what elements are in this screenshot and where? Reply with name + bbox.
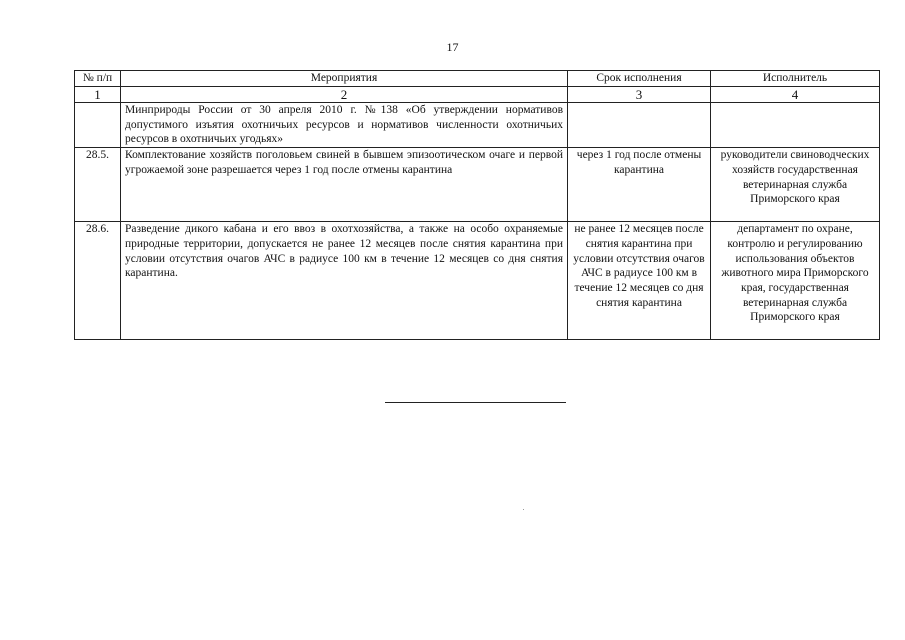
row-term [568,103,711,148]
row-event: Минприроды России от 30 апреля 2010 г. №138 «Об утверждении нормативов допустимого изъятия охотничьих ресурсов и нормативов численности охотничьих ресурсов в охотничьих угодьях» [121,103,568,148]
page-number: 17 [446,40,459,54]
measures-table [74,70,880,340]
end-separator-line [385,402,566,403]
row-event: Разведение дикого кабана и его ввоз в охотхозяйства, а также на особо охраняемые природные территории, допускается не ранее 12 месяцев после снятия карантина при условии отсутствия очагов АЧС в радиусе 100 км в течение 12 месяцев со дня снятия карантина. [121,222,568,340]
table-row [75,148,880,222]
header-num: № п/п [75,71,121,87]
row-event: Комплектование хозяйств поголовьем свиней в бывшем эпизоотическом очаге и первой угрожаемой зоне разрешается через 1 год после отмены карантина [121,148,568,222]
column-number: 3 [568,87,711,103]
table-row [75,222,880,340]
header-term: Срок исполнения [568,71,711,87]
column-number-row [75,87,880,103]
row-num [75,103,121,148]
column-number: 4 [711,87,880,103]
scan-speck [523,509,524,510]
row-num: 28.6. [75,222,121,340]
row-executor: департамент по охране, контролю и регулированию использования объектов животного мира Приморского края, государственная ветеринарная служба Приморского края [711,222,880,340]
row-executor: руководители свиноводческих хозяйств государственная ветеринарная служба Приморского края [711,148,880,222]
column-number: 2 [121,87,568,103]
header-event: Мероприятия [121,71,568,87]
column-number: 1 [75,87,121,103]
row-term: через 1 год после отмены карантина [568,148,711,222]
table-row [75,103,880,148]
row-term: не ранее 12 месяцев после снятия карантина при условии отсутствия очагов АЧС в радиусе 100 км в течение 12 месяцев со дня снятия карантина [568,222,711,340]
header-executor: Исполнитель [711,71,880,87]
row-num: 28.5. [75,148,121,222]
row-executor [711,103,880,148]
table-header-row [75,71,880,87]
